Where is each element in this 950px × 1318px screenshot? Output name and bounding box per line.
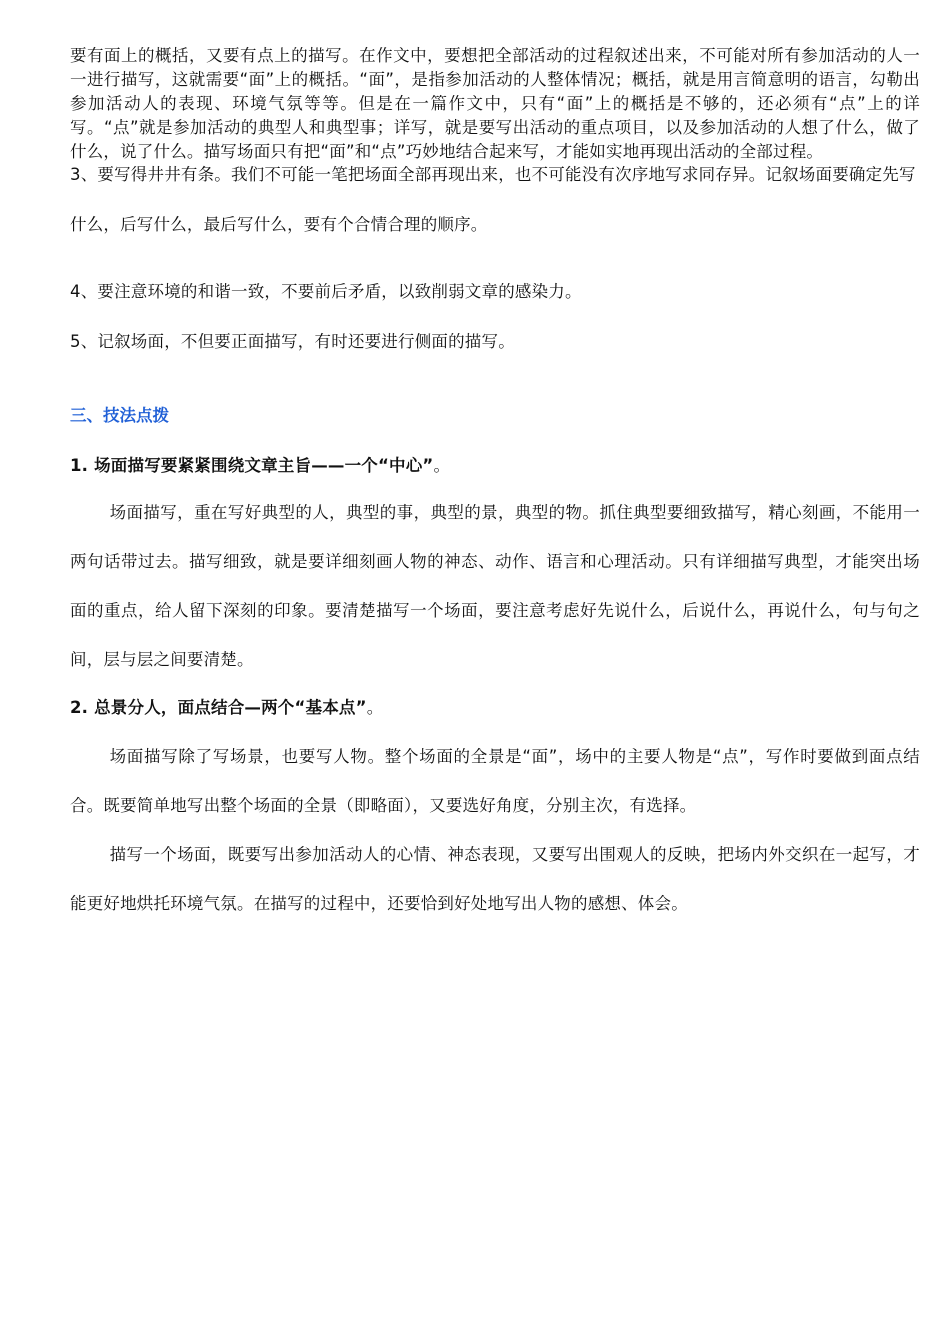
section-heading-techniques: 三、技法点拨 [70,406,169,425]
subsection-heading-text: 2. 总景分人，面点结合—两个“基本点” [70,698,367,717]
subsection-2 [70,696,920,928]
body-paragraph: 场面描写，重在写好典型的人，典型的事，典型的景，典型的物。抓住典型要细致描写，精心刻画，不能用一两句话带过去。描写细致，就是要详细刻画人物的神态、动作、语言和心理活动。只有详细描写典型，才能突出场面的重点，给人留下深刻的印象。要清楚描写一个场面，要注意考虑好先说什么，后说什么，再说什么，句与句之间，层与层之间要清楚。 [70,503,920,669]
body-paragraph: 场面描写除了写场景，也要写人物。整个场面的全景是“面”，场中的主要人物是“点”，写作时要做到面点结合。既要简单地写出整个场面的全景（即略面），又要选好角度，分别主次，有选择。 [70,747,920,815]
list-item-4: 4、要注意环境的和谐一致，不要前后矛盾，以致削弱文章的感染力。 [70,282,582,301]
subsection-heading [70,696,920,720]
subsection-heading-tail: 。 [366,698,384,717]
list-item-3: 3、要写得井井有条。我们不可能一笔把场面全部再现出来，也不可能没有次序地写求同存异。记叙场面要确定先写什么，后写什么，最后写什么，要有个合情合理的顺序。 [70,165,916,234]
subsection-heading-tail: 。 [433,456,451,475]
subsection-heading [70,454,920,478]
document-page [70,44,920,928]
subsection-heading-text: 1. 场面描写要紧紧围绕文章主旨——一个“中心” [70,456,434,475]
intro-paragraph: 要有面上的概括，又要有点上的描写。在作文中，要想把全部活动的过程叙述出来，不可能对所有参加活动的人一一进行描写，这就需要“面”上的概括。“面”，是指参加活动的人整体情况；概括，就是用言简意明的语言，勾勒出参加活动人的表现、环境气氛等等。但是在一篇作文中，只有“面”上的概括是不够的，还必须有“点”上的详写。“点”就是参加活动的典型人和典型事；详写，就是要写出活动的重点项目，以及参加活动的人想了什么，做了什么，说了什么。描写场面只有把“面”和“点”巧妙地结合起来写，才能如实地再现出活动的全部过程。 [70,46,920,161]
subsection-1 [70,454,920,684]
list-item-5: 5、记叙场面，不但要正面描写，有时还要进行侧面的描写。 [70,332,515,351]
body-paragraph: 描写一个场面，既要写出参加活动人的心情、神态表现，又要写出围观人的反映，把场内外交织在一起写，才能更好地烘托环境气氛。在描写的过程中，还要恰到好处地写出人物的感想、体会。 [70,845,920,913]
